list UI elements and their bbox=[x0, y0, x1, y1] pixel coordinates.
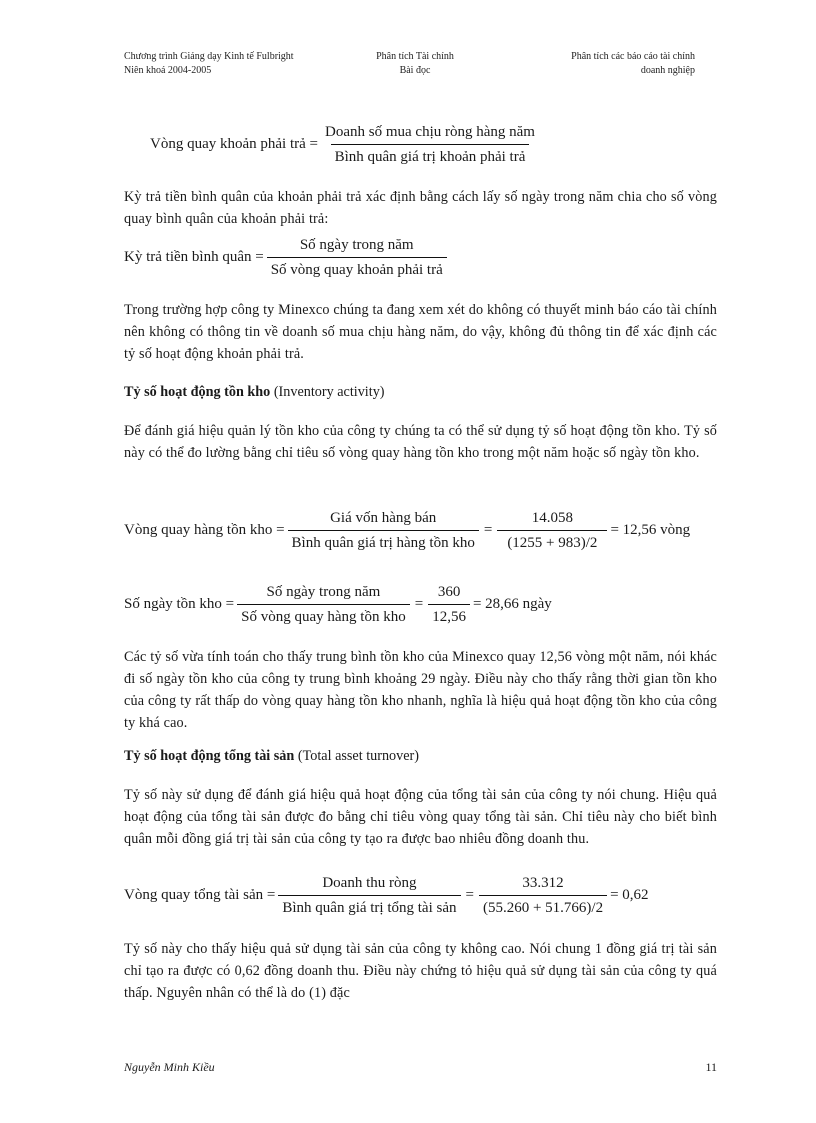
numerator-value: 360 bbox=[437, 584, 461, 600]
formula-lhs: Vòng quay khoản phải trả = bbox=[150, 136, 319, 152]
section-heading-total-assets bbox=[124, 745, 419, 767]
denominator: Bình quân giá trị tổng tài sản bbox=[278, 895, 460, 917]
numerator: Số ngày trong năm bbox=[299, 237, 414, 253]
heading-bold: Tỷ số hoạt động tồn kho bbox=[124, 384, 271, 400]
header-right bbox=[520, 50, 695, 78]
heading-bold: Tỷ số hoạt động tổng tài sản bbox=[124, 748, 295, 764]
denominator: Số vòng quay khoản phải trả bbox=[267, 257, 447, 279]
page-number: 11 bbox=[705, 1060, 717, 1074]
denominator-value: (1255 + 983)/2 bbox=[497, 530, 607, 552]
fraction bbox=[321, 123, 539, 166]
header-center bbox=[340, 50, 490, 78]
paragraph-inventory-intro: Để đánh giá hiệu quản lý tồn kho của công ty chúng ta có thể sử dụng tỷ số hoạt động tồn kho. Tỷ số này có thể đo lường bằng chỉ tiêu số vòng quay hàng tồn kho trong một năm hoặc số ngày tồn kho. bbox=[124, 423, 717, 461]
header-left bbox=[124, 50, 294, 78]
heading-english: (Inventory activity) bbox=[270, 384, 385, 400]
fraction-values bbox=[428, 583, 470, 626]
formula-lhs: Vòng quay hàng tồn kho = bbox=[124, 522, 285, 538]
footer-author: Nguyễn Minh Kiều bbox=[124, 1060, 215, 1074]
header-program: Chương trình Giảng dạy Kinh tế Fulbright bbox=[124, 51, 294, 62]
paragraph-minexco-payables: Trong trường hợp công ty Minexco chúng ta đang xem xét do không có thuyết minh báo cáo tài chính nên không có thông tin về doanh số mua chịu hàng năm, do vậy, không đủ thông tin để xác định các tỷ số hoạt động khoản phải trả. bbox=[124, 302, 717, 362]
fraction-values bbox=[497, 509, 607, 552]
numerator: Giá vốn hàng bán bbox=[330, 510, 437, 526]
denominator: Bình quân giá trị khoản phải trả bbox=[331, 144, 530, 166]
paragraph-total-assets-analysis: Tỷ số này cho thấy hiệu quả sử dụng tài sản của công ty không cao. Nói chung 1 đồng giá trị tài sản chỉ tạo ra được có 0,62 đồng doanh thu. Điều này chứng tỏ hiệu quả sử dụng tài sản của công ty quá thấp. Nguyên nhân có thể là do (1) đặc bbox=[124, 941, 717, 1001]
formula-payables-turnover bbox=[150, 123, 542, 166]
formula-days-inventory bbox=[124, 583, 552, 626]
formula-inventory-turnover bbox=[124, 509, 690, 552]
paragraph-total-assets-intro: Tỷ số này sử dụng để đánh giá hiệu quả hoạt động của tổng tài sản của công ty nói chung. Hiệu quả hoạt động của tổng tài sản được đo bằng chỉ tiêu vòng quay tổng tài sản. Chỉ tiêu này cho biết bình quân mỗi đồng giá trị tài sản của công ty tạo ra được bao nhiêu đồng doanh thu. bbox=[124, 787, 717, 847]
formula-total-asset-turnover bbox=[124, 874, 649, 917]
header-course: Phân tích Tài chính bbox=[376, 51, 454, 62]
formula-result: = 0,62 bbox=[610, 887, 649, 903]
formula-lhs: Kỳ trả tiền bình quân = bbox=[124, 249, 264, 265]
denominator-value: (55.260 + 51.766)/2 bbox=[479, 895, 607, 917]
equals-sign: = bbox=[465, 887, 474, 903]
numerator: Doanh số mua chịu ròng hàng năm bbox=[325, 124, 535, 140]
equals-sign: = bbox=[414, 596, 424, 612]
section-heading-inventory bbox=[124, 381, 385, 403]
numerator: Doanh thu ròng bbox=[322, 875, 417, 891]
formula-result: = 28,66 ngày bbox=[472, 596, 552, 612]
formula-avg-payment-period bbox=[124, 236, 450, 279]
fraction-values bbox=[479, 874, 607, 917]
denominator: Số vòng quay hàng tồn kho bbox=[237, 604, 410, 626]
header-year: Niên khoá 2004-2005 bbox=[124, 65, 212, 76]
denominator: Bình quân giá trị hàng tồn kho bbox=[288, 530, 479, 552]
header-title: Phân tích các báo cáo tài chính bbox=[571, 51, 695, 62]
header-doctype: Bài đọc bbox=[399, 65, 431, 76]
numerator-value: 33.312 bbox=[522, 875, 564, 891]
numerator: Số ngày trong năm bbox=[266, 584, 381, 600]
paragraph-inventory-analysis: Các tỷ số vừa tính toán cho thấy trung bình tồn kho của Minexco quay 12,56 vòng một năm, nói khác đi số ngày tồn kho của công ty trung bình khoảng 29 ngày. Điều này cho thấy rằng thời gian tồn kho của công ty rất thấp do vòng quay hàng tồn kho nhanh, nghĩa là hiệu quả hoạt động tồn kho của công ty khá cao. bbox=[124, 649, 717, 731]
formula-lhs: Vòng quay tổng tài sản = bbox=[124, 887, 276, 903]
header-title-cont: doanh nghiệp bbox=[640, 65, 695, 76]
fraction bbox=[237, 583, 410, 626]
denominator-value: 12,56 bbox=[428, 604, 470, 626]
formula-result: = 12,56 vòng bbox=[610, 522, 691, 538]
equals-sign: = bbox=[483, 522, 493, 538]
fraction bbox=[288, 509, 479, 552]
fraction bbox=[267, 236, 447, 279]
fraction bbox=[278, 874, 460, 917]
formula-lhs: Số ngày tồn kho = bbox=[124, 596, 235, 612]
heading-english: (Total asset turnover) bbox=[294, 748, 419, 764]
paragraph-payment-period: Kỳ trả tiền bình quân của khoản phải trả xác định bằng cách lấy số ngày trong năm chia cho số vòng quay bình quân của khoản phải trả: bbox=[124, 189, 717, 227]
numerator-value: 14.058 bbox=[531, 510, 573, 526]
